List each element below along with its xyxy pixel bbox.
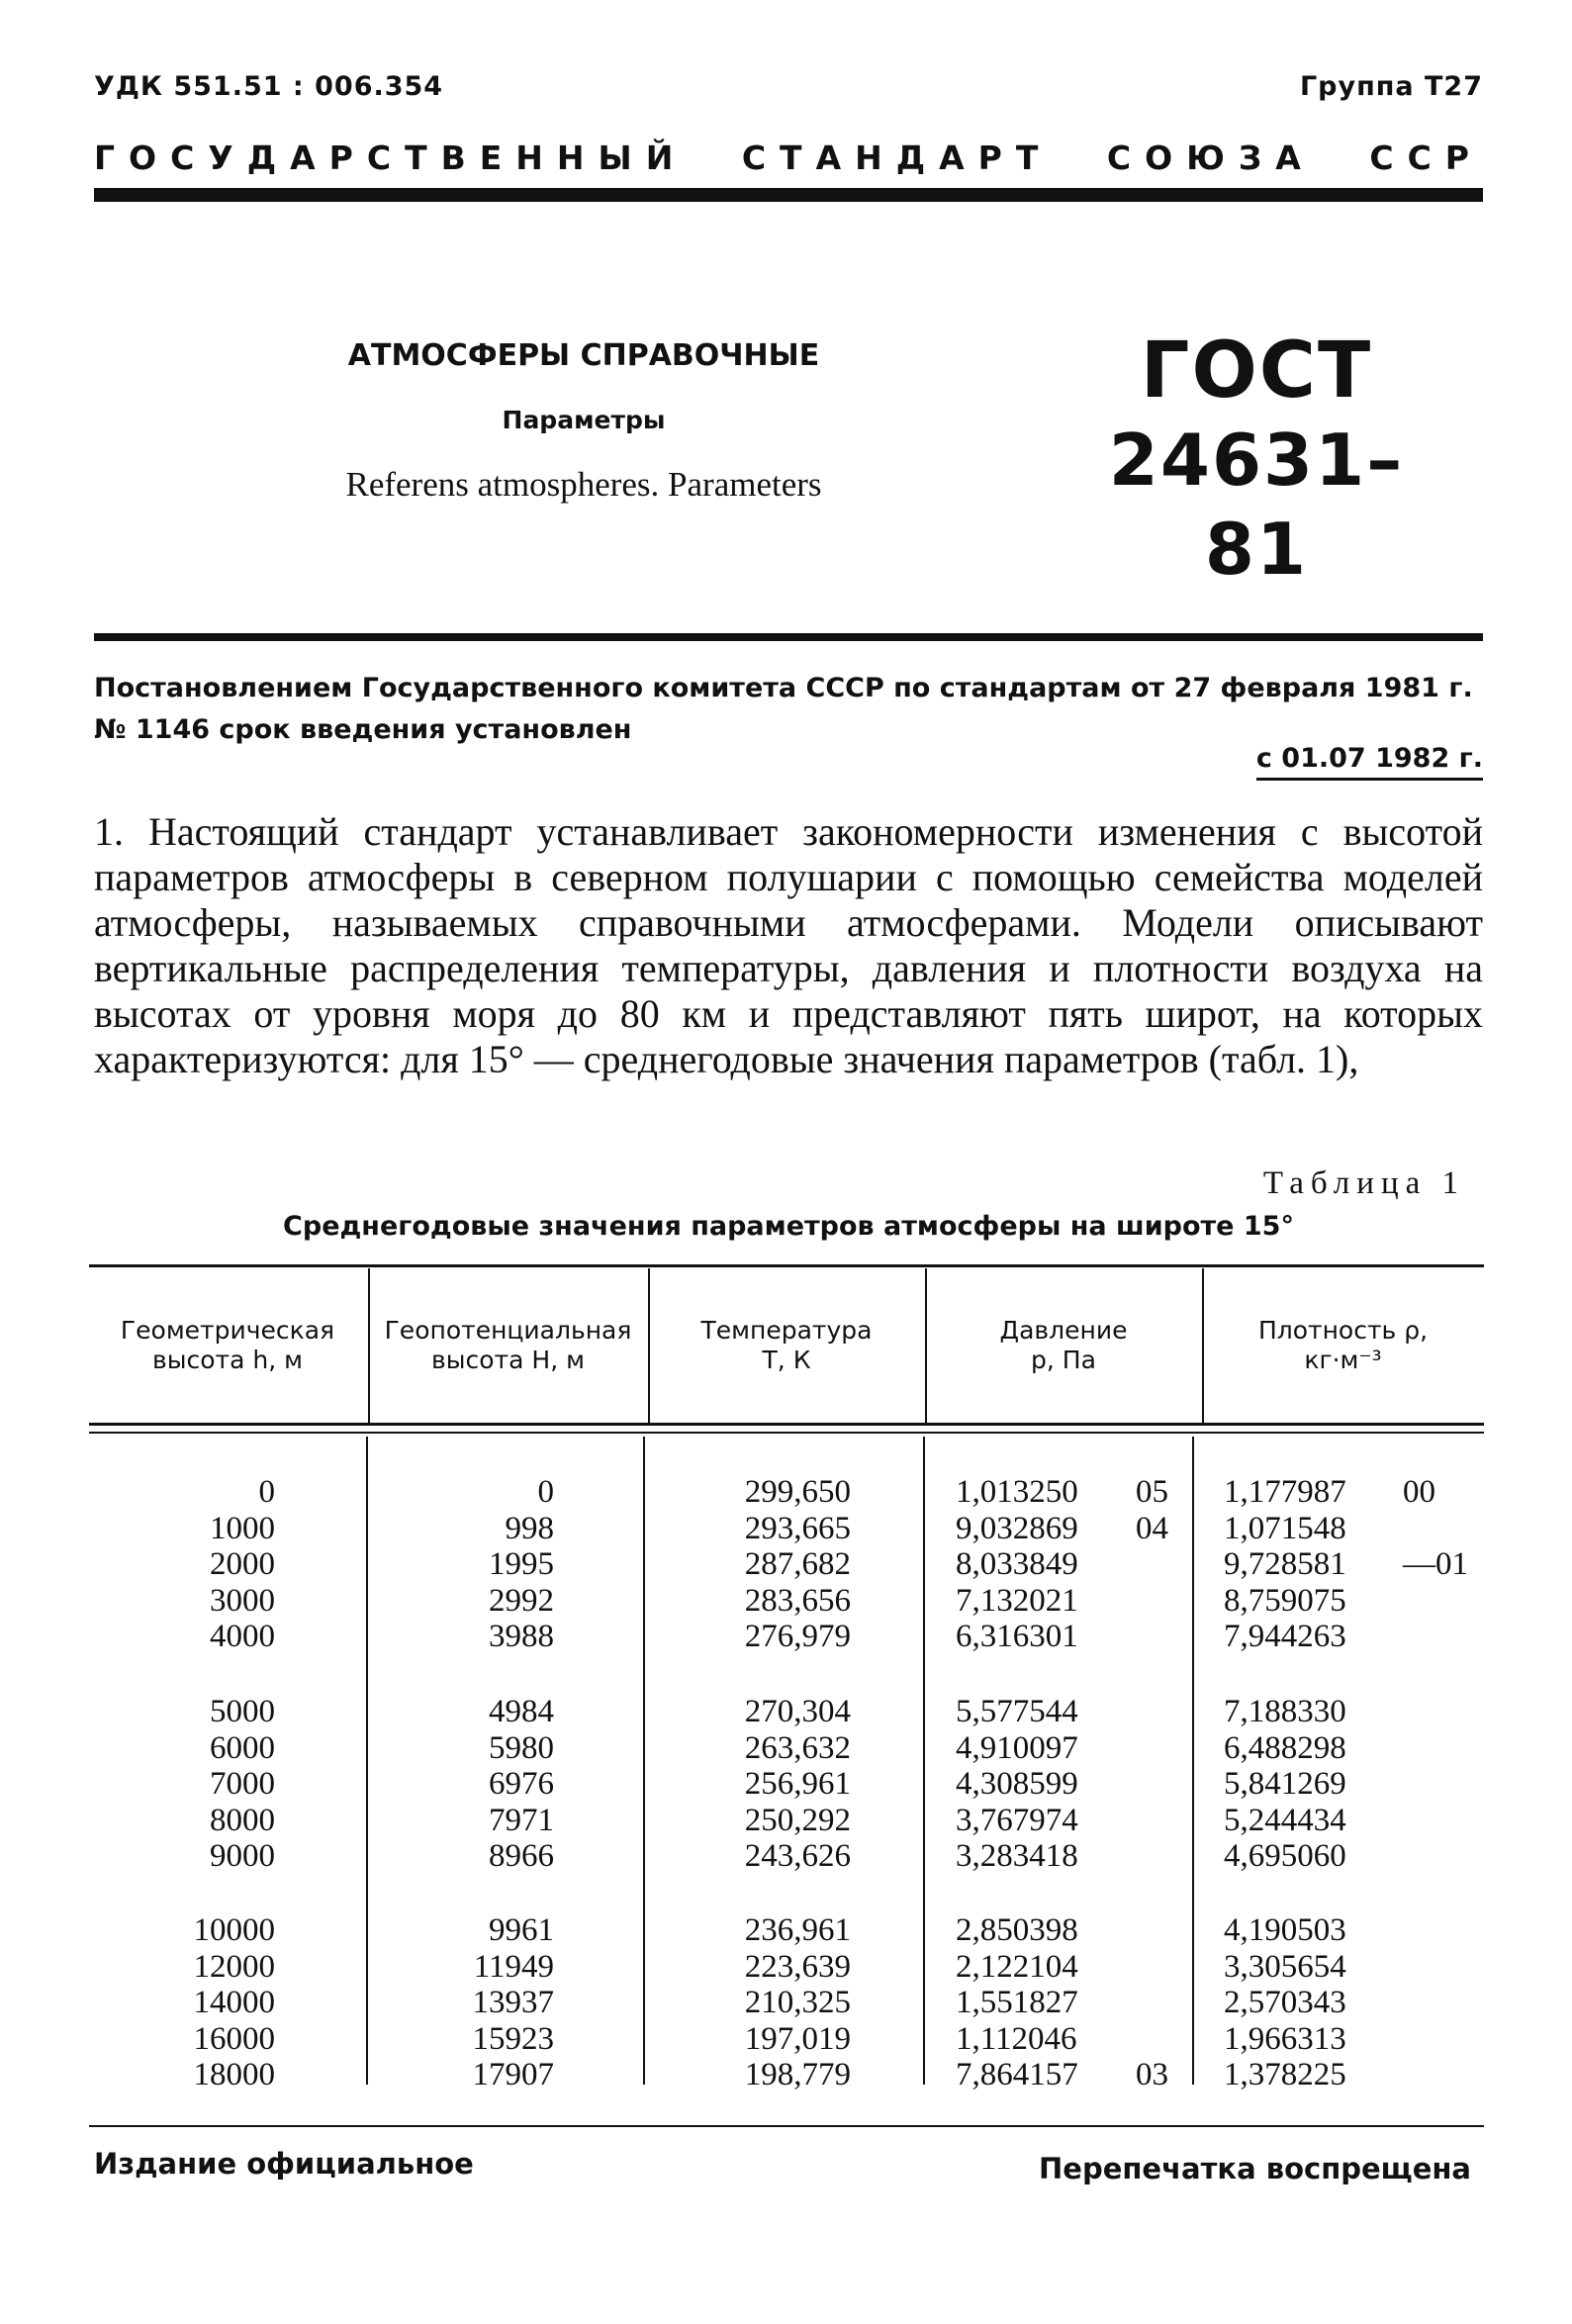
- table-cell-p: 7,132021: [956, 1582, 1078, 1619]
- title-rule: [94, 633, 1483, 641]
- table-cell-H: 6976: [489, 1766, 554, 1803]
- table-cell-h: 9000: [210, 1838, 275, 1875]
- gost-number: 24631–81: [1108, 418, 1405, 591]
- table-top-rule: [89, 1264, 1484, 1267]
- header-line: Температура: [700, 1316, 873, 1345]
- table-header-rule: [89, 1423, 1484, 1426]
- document-title: АТМОСФЕРЫ СПРАВОЧНЫЕ: [347, 338, 820, 373]
- table-cell-h: 6000: [210, 1729, 275, 1766]
- table-cell-h: 3000: [210, 1582, 275, 1619]
- table-cell-h: 4000: [210, 1619, 275, 1655]
- header-line: высота H, м: [431, 1346, 585, 1374]
- table-cell-h: 8000: [210, 1802, 275, 1838]
- header-line: p, Па: [1031, 1346, 1096, 1374]
- table-cell-rho: 5,244434: [1224, 1802, 1346, 1838]
- table-cell-T: 276,979: [744, 1619, 851, 1655]
- table-cell-rho: 5,841269: [1224, 1766, 1346, 1803]
- table-cell-p: 6,316301: [956, 1619, 1078, 1655]
- table-cell-p: 1,112046: [956, 2020, 1077, 2057]
- footer-official-edition: Издание официальное: [94, 2147, 474, 2181]
- column-divider: [366, 1437, 368, 2085]
- table-cell-h: 12000: [193, 1948, 275, 1985]
- header-line: кг·м⁻³: [1304, 1346, 1382, 1374]
- table-cell-rho: 1,966313: [1224, 2020, 1346, 2057]
- header-line: Геопотенциальная: [384, 1316, 632, 1345]
- table-cell-exponent: 00: [1403, 1474, 1435, 1510]
- table-cell-rho: 6,488298: [1224, 1729, 1346, 1766]
- table-cell-h: 2000: [210, 1546, 275, 1583]
- table-cell-h: 14000: [193, 1985, 275, 2021]
- table-cell-exponent: 03: [1136, 2057, 1168, 2093]
- table-cell-T: 283,656: [744, 1582, 851, 1619]
- column-divider: [1192, 1437, 1194, 2085]
- table-cell-rho: 2,570343: [1224, 1985, 1346, 2021]
- footer-reprint-notice: Перепечатка воспрещена: [1039, 2152, 1471, 2185]
- table-cell-H: 0: [537, 1474, 554, 1510]
- table-cell-T: 210,325: [744, 1985, 851, 2021]
- group-code: Группа Т27: [1299, 71, 1483, 102]
- table-cell-T: 198,779: [744, 2057, 851, 2093]
- table-cell-H: 8966: [489, 1838, 554, 1875]
- table-cell-H: 7971: [489, 1802, 554, 1838]
- table-cell-T: 287,682: [744, 1546, 851, 1583]
- table-cell-T: 270,304: [744, 1694, 851, 1729]
- table-cell-p: 8,033849: [956, 1546, 1078, 1583]
- table-cell-h: 7000: [210, 1766, 275, 1803]
- table-cell-h: 16000: [193, 2020, 275, 2057]
- table-cell-rho: 3,305654: [1224, 1948, 1346, 1985]
- table-cell-T: 250,292: [744, 1802, 851, 1838]
- table-cell-H: 5980: [489, 1729, 554, 1766]
- table-cell-rho: 4,695060: [1224, 1838, 1346, 1875]
- header-density: [1202, 1316, 1484, 1375]
- udk-code: УДК 551.51 : 006.354: [94, 71, 444, 102]
- header-rule: [94, 188, 1483, 202]
- gost-label: ГОСТ: [1140, 326, 1373, 416]
- table-cell-exponent: 04: [1136, 1510, 1168, 1546]
- standard-word: СТАНДАРТ: [741, 139, 1053, 177]
- header-line: T, К: [762, 1346, 811, 1374]
- table-cell-h: 10000: [193, 1912, 275, 1948]
- header-line: Геометрическая: [120, 1316, 335, 1345]
- table-cell-h: 1000: [210, 1510, 275, 1546]
- table-cell-rho: 1,177987: [1224, 1474, 1346, 1510]
- table-cell-rho: 7,188330: [1224, 1694, 1346, 1729]
- table-cell-H: 15923: [472, 2020, 554, 2057]
- table-cell-p: 2,122104: [956, 1948, 1078, 1985]
- table-cell-rho: 1,071548: [1224, 1510, 1346, 1546]
- table-cell-p: 4,910097: [956, 1729, 1078, 1766]
- standard-word: ССР: [1369, 139, 1483, 177]
- table-cell-p: 3,283418: [956, 1838, 1078, 1875]
- header-temperature: [648, 1316, 925, 1375]
- table-header-rule-2: [89, 1432, 1484, 1434]
- table-cell-p: 5,577544: [956, 1694, 1078, 1729]
- table-cell-H: 2992: [489, 1582, 554, 1619]
- table-cell-T: 197,019: [744, 2020, 851, 2057]
- header-line: высота h, м: [152, 1346, 303, 1374]
- table-cell-p: 3,767974: [956, 1802, 1078, 1838]
- standard-line: [94, 139, 1483, 177]
- header-line: Плотность ρ,: [1257, 1316, 1429, 1345]
- gost-designation: [1059, 326, 1454, 594]
- table-cell-T: 243,626: [744, 1838, 851, 1875]
- table-cell-h: 0: [258, 1474, 275, 1510]
- table-cell-T: 293,665: [744, 1510, 851, 1546]
- standard-word: СОЮЗА: [1106, 139, 1315, 177]
- footer-rule: [89, 2125, 1484, 2127]
- table-cell-p: 7,864157: [956, 2057, 1078, 2093]
- table-cell-H: 4984: [489, 1694, 554, 1729]
- table-cell-H: 998: [505, 1510, 554, 1546]
- table-cell-exponent: —01: [1403, 1546, 1468, 1583]
- table-cell-H: 9961: [489, 1912, 554, 1948]
- table-label: Таблица 1: [1262, 1165, 1465, 1201]
- table-cell-rho: 9,728581: [1224, 1546, 1346, 1583]
- table-cell-T: 236,961: [744, 1912, 851, 1948]
- table-cell-h: 18000: [193, 2057, 275, 2093]
- table-cell-p: 9,032869: [956, 1510, 1078, 1546]
- header-pressure: [925, 1316, 1202, 1375]
- table-caption: Среднегодовые значения параметров атмосферы на широте 15°: [283, 1211, 1294, 1242]
- decree-date: с 01.07 1982 г.: [1256, 743, 1483, 781]
- table-cell-p: 4,308599: [956, 1766, 1078, 1803]
- table-cell-rho: 1,378225: [1224, 2057, 1346, 2093]
- column-divider: [643, 1437, 645, 2085]
- header-geopotential-height: [368, 1316, 648, 1375]
- table-cell-H: 17907: [472, 2057, 554, 2093]
- column-divider: [923, 1437, 925, 2085]
- table-cell-exponent: 05: [1136, 1474, 1168, 1510]
- table-cell-h: 5000: [210, 1694, 275, 1729]
- table-cell-H: 13937: [472, 1985, 554, 2021]
- table-cell-T: 223,639: [744, 1948, 851, 1985]
- table-cell-T: 256,961: [744, 1766, 851, 1803]
- table-cell-rho: 8,759075: [1224, 1582, 1346, 1619]
- header-geometric-height: [89, 1316, 366, 1375]
- table-cell-T: 299,650: [744, 1474, 851, 1510]
- table-cell-H: 1995: [489, 1546, 554, 1583]
- table-cell-p: 2,850398: [956, 1912, 1078, 1948]
- table-cell-rho: 7,944263: [1224, 1619, 1346, 1655]
- decree-text: Постановлением Государственного комитета СССР по стандартам от 27 февраля 1981 г. № 1146 срок введения установлен: [94, 673, 1473, 745]
- table-cell-p: 1,013250: [956, 1474, 1078, 1510]
- body-paragraph: 1. Настоящий стандарт устанавливает закономерности изменения с высотой параметров атмосферы в северном полушарии с помощью семейства моделей атмосферы, называемых справочными атмосферами. Модели описывают вертикальные распределения температуры, давления и плотности воздуха на высотах от уровня моря до 80 км и представляют пять широт, на которых характеризуются: для 15° — среднегодовые значения параметров (табл. 1),: [94, 809, 1483, 1081]
- table-cell-H: 11949: [473, 1948, 554, 1985]
- table-cell-p: 1,551827: [956, 1985, 1078, 2021]
- header-line: Давление: [999, 1316, 1128, 1345]
- table-cell-rho: 4,190503: [1224, 1912, 1346, 1948]
- standard-word: ГОСУДАРСТВЕННЫЙ: [94, 139, 688, 177]
- table-cell-H: 3988: [489, 1619, 554, 1655]
- document-subtitle: Параметры: [502, 406, 666, 434]
- english-title: Referens atmospheres. Parameters: [345, 465, 822, 504]
- table-cell-T: 263,632: [744, 1729, 851, 1766]
